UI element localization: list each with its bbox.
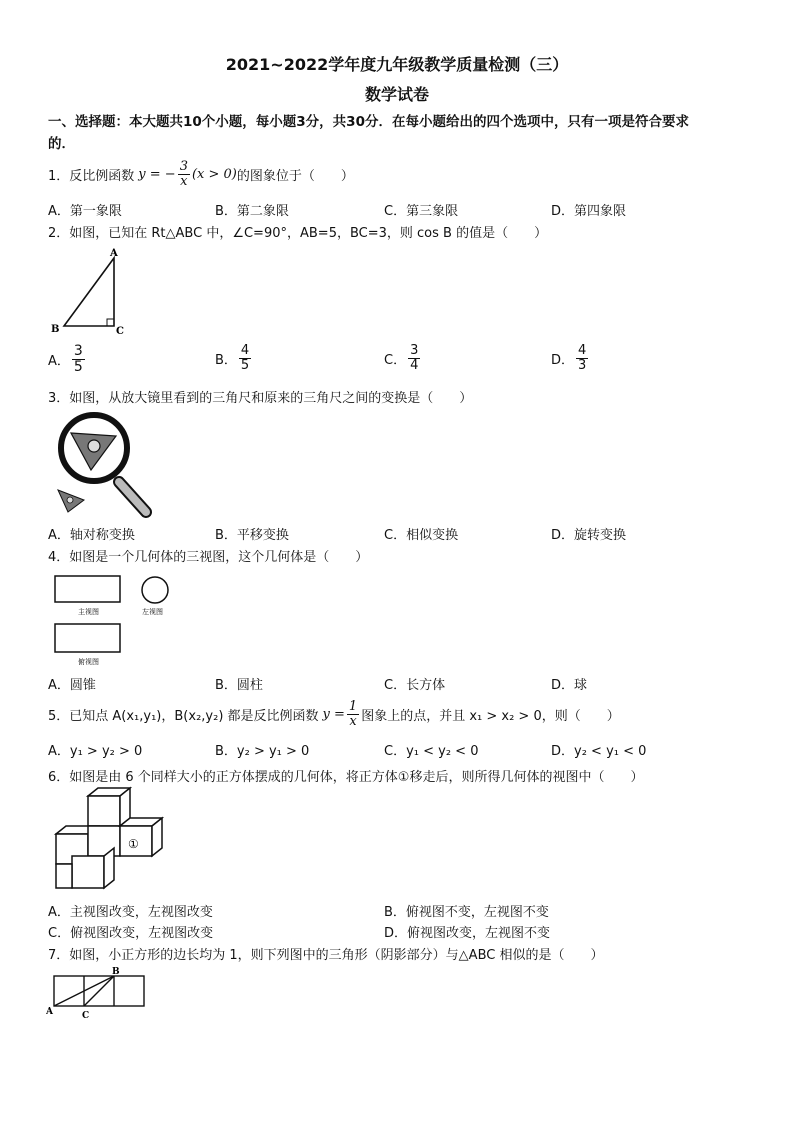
q6-bottom-left-face bbox=[56, 864, 72, 888]
q6-top-cube-front bbox=[88, 796, 120, 826]
q1-option-a[interactable]: A．第一象限 bbox=[48, 204, 122, 219]
q5-prefix: 5．已知点 A(x₁,y₁)，B(x₂,y₂) 都是反比例函数 bbox=[48, 708, 319, 724]
q5-numerator: 1 bbox=[348, 699, 358, 714]
exam-title: 2021~2022学年度九年级教学质量检测（三） bbox=[225, 55, 569, 74]
q6-cubes-figure bbox=[48, 786, 168, 896]
q4-top-view bbox=[55, 624, 120, 652]
q2-triangle bbox=[64, 258, 114, 326]
q2-option-d-fraction bbox=[576, 344, 588, 372]
question-7: 7．如图，小正方形的边长均为 1，则下列图中的三角形（阴影部分）与△ABC 相似的是（ ） bbox=[48, 948, 604, 963]
q2-option-c-den: 4 bbox=[410, 357, 419, 373]
q3-option-d[interactable]: D．旋转变换 bbox=[551, 528, 627, 543]
q5-suffix: 图象上的点，并且 x₁ > x₂ > 0，则（ ） bbox=[361, 708, 620, 724]
q5-option-a[interactable]: A．y₁ > y₂ > 0 bbox=[48, 744, 143, 759]
q2-option-b-label: B． bbox=[215, 352, 237, 368]
q4-option-b[interactable]: B．圆柱 bbox=[215, 678, 263, 693]
q1-option-b[interactable]: B．第二象限 bbox=[215, 204, 289, 219]
q2-option-a-label: A． bbox=[48, 353, 70, 369]
q4-front-view bbox=[55, 576, 120, 602]
q7-label-b: B bbox=[112, 967, 120, 977]
q7-label-a: A bbox=[46, 1007, 53, 1017]
q1-fraction bbox=[178, 160, 190, 188]
q2-option-a-fraction bbox=[72, 344, 85, 374]
q5-option-d[interactable]: D．y₂ < y₁ < 0 bbox=[551, 744, 647, 759]
q4-option-d[interactable]: D．球 bbox=[551, 678, 588, 693]
q4-option-c[interactable]: C．长方体 bbox=[384, 678, 446, 693]
question-5 bbox=[48, 700, 620, 728]
q7-grid-figure bbox=[46, 964, 156, 1020]
q6-bottom-cube-front bbox=[72, 856, 104, 888]
q4-option-a[interactable]: A．圆锥 bbox=[48, 678, 96, 693]
q3-magnifier-figure bbox=[46, 408, 156, 518]
q2-label-c: C bbox=[116, 326, 124, 336]
question-2: 2．如图，已知在 Rt△ABC 中，∠C=90°，AB=5，BC=3，则 cos B 的值是（ ） bbox=[48, 226, 548, 241]
section-heading-line2: 的． bbox=[48, 136, 75, 152]
q6-option-b[interactable]: B．俯视图不变，左视图不变 bbox=[384, 905, 549, 920]
q2-option-b-den: 5 bbox=[240, 357, 250, 373]
q4-front-view-label: 主视图 bbox=[78, 608, 99, 616]
q1-prefix: 1．反比例函数 bbox=[48, 168, 135, 184]
q2-option-a-den: 5 bbox=[73, 358, 83, 375]
q6-bottom-cube-side bbox=[104, 848, 114, 888]
q7-label-c: C bbox=[82, 1011, 90, 1020]
q3-option-b[interactable]: B．平移变换 bbox=[215, 528, 289, 543]
q1-suffix: 的图象位于（ ） bbox=[236, 168, 354, 184]
q2-triangle-figure bbox=[46, 246, 136, 336]
q1-func: y = − bbox=[138, 166, 176, 182]
question-1 bbox=[48, 160, 354, 188]
q2-option-d-den: 3 bbox=[578, 357, 587, 373]
q2-option-b-num: 4 bbox=[240, 343, 250, 358]
q4-left-view bbox=[142, 577, 168, 603]
question-4: 4．如图是一个几何体的三视图，这个几何体是（ ） bbox=[48, 550, 369, 565]
q5-option-b[interactable]: B．y₂ > y₁ > 0 bbox=[215, 744, 310, 759]
q3-option-a[interactable]: A．轴对称变换 bbox=[48, 528, 135, 543]
q2-option-d[interactable] bbox=[551, 344, 590, 372]
section-heading-line1: 一、选择题：本大题共10个小题，每小题3分，共30分．在每小题给出的四个选项中，只有一项是符合要求 bbox=[48, 114, 689, 130]
q3-small-hole bbox=[67, 497, 73, 503]
q2-option-a[interactable] bbox=[48, 344, 87, 374]
q4-three-views-figure bbox=[48, 570, 178, 670]
q6-option-c[interactable]: C．俯视图改变，左视图改变 bbox=[48, 926, 214, 941]
q5-fraction bbox=[347, 700, 359, 728]
q2-option-a-num: 3 bbox=[73, 343, 83, 359]
q3-handle bbox=[119, 482, 146, 512]
exam-subtitle: 数学试卷 bbox=[364, 85, 429, 104]
q6-option-a[interactable]: A．主视图改变，左视图改变 bbox=[48, 905, 213, 920]
q2-option-c-fraction bbox=[408, 344, 420, 372]
question-6: 6．如图是由 6 个同样大小的正方体摆成的几何体，将正方体①移走后，则所得几何体的视图中（ ） bbox=[48, 770, 644, 785]
q1-numerator: 3 bbox=[179, 159, 188, 174]
q1-option-c[interactable]: C．第三象限 bbox=[384, 204, 459, 219]
q1-condition: (x > 0) bbox=[191, 166, 237, 182]
q1-denominator: x bbox=[180, 173, 188, 189]
q2-option-b-fraction bbox=[239, 344, 251, 372]
q2-option-c-num: 3 bbox=[410, 343, 419, 358]
q5-option-c[interactable]: C．y₁ < y₂ < 0 bbox=[384, 744, 479, 759]
q7-segment-cb bbox=[84, 976, 114, 1006]
q5-func: y = bbox=[322, 706, 345, 722]
q3-magnified-hole bbox=[88, 440, 100, 452]
q1-option-d[interactable]: D．第四象限 bbox=[551, 204, 627, 219]
q2-label-a: A bbox=[110, 248, 118, 259]
q2-option-c-label: C． bbox=[384, 352, 407, 368]
q6-option-d[interactable]: D．俯视图改变，左视图不变 bbox=[384, 926, 551, 941]
q5-denominator: x bbox=[349, 713, 357, 729]
question-3: 3．如图，从放大镜里看到的三角尺和原来的三角尺之间的变换是（ ） bbox=[48, 391, 473, 406]
q6-cube-label: ① bbox=[128, 837, 139, 851]
q2-option-b[interactable] bbox=[215, 344, 253, 372]
q2-option-c[interactable] bbox=[384, 344, 422, 372]
q4-left-view-label: 左视图 bbox=[142, 608, 163, 616]
q2-right-angle-mark bbox=[107, 319, 114, 326]
q4-top-view-label: 俯视图 bbox=[78, 658, 99, 666]
q3-option-c[interactable]: C．相似变换 bbox=[384, 528, 459, 543]
q2-option-d-label: D． bbox=[551, 352, 575, 368]
q6-middle-cube-front bbox=[88, 826, 120, 856]
q2-option-d-num: 4 bbox=[578, 343, 587, 358]
q2-label-b: B bbox=[51, 324, 60, 335]
